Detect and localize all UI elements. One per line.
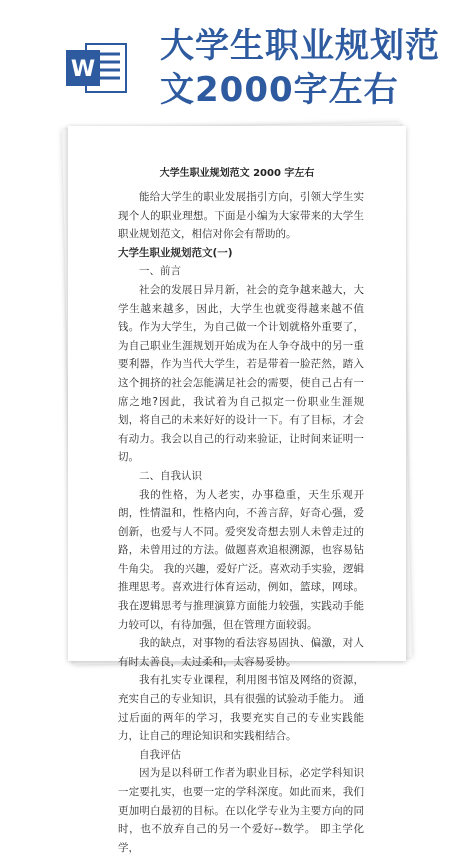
paragraph-personality: 我的性格，为人老实，办事稳重，天生乐观开朗，性情温和，性格内向，不善言辞，好奇心强，爱创新，也爱与人不同。爱突发奇想去别人未曾走过的路，未曾用过的方法。做题喜欢追根溯源，也容易钻牛角尖。 我的兴趣，爱好广泛。喜欢动手实验，逻辑推理思考。喜欢进行体育运动，例如，篮球，网球。 我在逻辑思考与推理演算方面能力较强，实践动手能力较可以，有待加强，但在管理方面较弱。 <box>118 488 364 631</box>
paragraph-weakness: 我的缺点，对事物的看法容易固执、偏激，对人有时太善良，太过柔和，太容易妥协。 <box>118 637 364 668</box>
paragraph-preface: 社会的发展日异月新，社会的竞争越来越大，大学生越来越多，因此，大学生也就变得越来越不值钱。作为大学生，为自己做一个计划就格外重要了，为自己职业生涯规划开始成为在人争夺战中的另一重要利器，作为当代大学生，若是带着一脸茫然，踏入这个拥挤的社会怎能满足社会的需要，使自己占有一席之地?因此，我试着为自己拟定一份职业生涯规划，将自己的未来好好的设计一下。有了目标，才会有动力。我会以自己的行动来验证，让时间来证明一切。 <box>118 283 364 464</box>
subheading-preface: 一、前言 <box>139 265 181 278</box>
paragraph-intro: 能给大学生的职业发展指引方向，引领大学生实现个人的职业理想。下面是小编为大家带来的大学生职业规划范文，相信对你会有帮助的。 <box>118 191 364 241</box>
banner-title-line-2: 文2000字左右 <box>160 70 399 110</box>
paragraph-skills: 我有扎实专业课程，利用图书馆及网络的资源，充实自己的专业知识，具有很强的试验动手能力。 通过后面的两年的学习，我要充实自己的专业实践能力，让自己的理论知识和实践相结合。 <box>118 674 364 743</box>
document-preview <box>68 126 406 854</box>
svg-text:W: W <box>70 57 96 82</box>
banner-title-line-1: 大学生职业规划范 <box>160 26 440 66</box>
subheading-self-knowledge: 二、自我认识 <box>139 469 202 482</box>
word-document-icon <box>66 40 128 96</box>
subheading-self-assessment: 自我评估 <box>139 748 181 761</box>
document-body <box>118 188 364 857</box>
section-heading: 大学生职业规划范文(一) <box>118 246 233 259</box>
document-banner <box>0 0 474 125</box>
document-page <box>68 126 406 854</box>
paragraph-assessment: 因为是以科研工作者为职业目标，必定学科知识一定要扎实，也要一定的学科深度。如此而来，我们更加明白最初的目标。在以化学专业为主要方向的同时，也不放弃自己的另一个爱好--数学。 即主学化学， <box>118 767 364 854</box>
document-title: 大学生职业规划范文 2000 字左右 <box>159 168 315 179</box>
